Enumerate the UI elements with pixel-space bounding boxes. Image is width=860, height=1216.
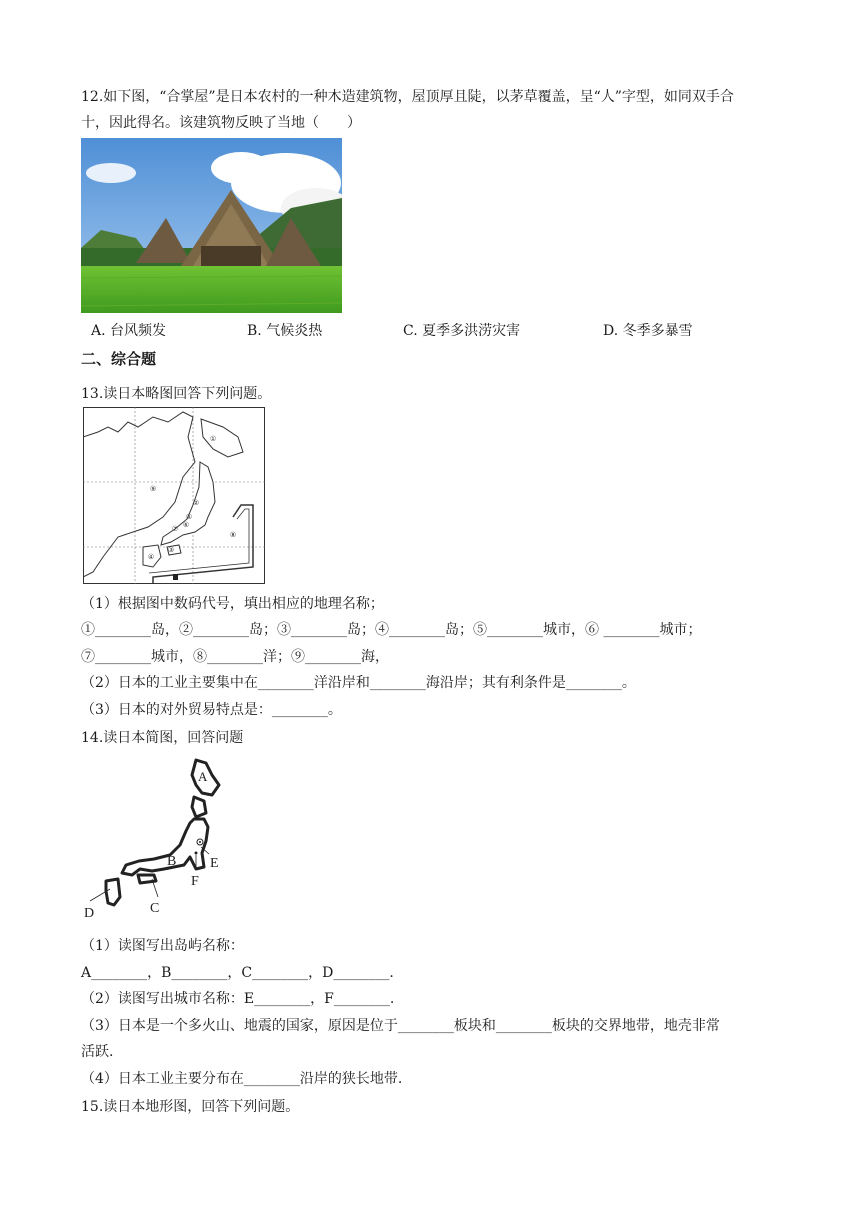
q15-stem: 15.读日本地形图，回答下列问题。: [81, 1099, 300, 1115]
q14-part3-line1: （3）日本是一个多火山、地震的国家，原因是位于________板块和________板块的交界地带，地壳非常: [81, 1018, 720, 1034]
map13-label-4: ④: [147, 553, 155, 561]
map13-label-1: ①: [209, 435, 217, 443]
q12-text-line1: 12.如下图，“合掌屋”是日本农村的一种木造建筑物，屋顶厚且陡，以茅草覆盖，呈“人”字型，如同双手合: [81, 89, 734, 105]
q12-option-c: C. 夏季多洪涝灾害: [403, 323, 521, 339]
q12-text-line2: 十，因此得名。该建筑物反映了当地（ ）: [81, 115, 361, 131]
q14-part1-answers: A________，B________，C________，D________.: [81, 965, 394, 981]
q12-option-d: D. 冬季多暴雪: [603, 323, 693, 339]
map14-label-d: D: [84, 906, 95, 920]
map14-label-b: B: [167, 854, 177, 869]
map13-label-9: ⑨: [149, 485, 157, 493]
map13-label-3: ③: [167, 546, 175, 554]
q14-part2: （2）读图写出城市名称：E________，F________.: [81, 991, 395, 1007]
q14-part3-line2: 活跃.: [81, 1044, 114, 1060]
section-heading: 二、综合题: [81, 350, 157, 368]
q14-stem: 14.读日本简图，回答问题: [81, 730, 244, 746]
q13-part1-row1: ①________岛，②________岛；③________岛；④________岛；⑤________城市，⑥ ________城市；: [81, 622, 702, 638]
map13-label-6: ⑥: [182, 521, 190, 529]
map13-label-5: ⑤: [185, 513, 193, 521]
map14-label-f: F: [191, 874, 199, 889]
q12-option-a: A. 台风频发: [91, 323, 167, 339]
q14-part4: （4）日本工业主要分布在________沿岸的狭长地带.: [81, 1071, 403, 1087]
map13-label-7: ⑦: [171, 525, 179, 533]
japan-sketch-map: [83, 407, 265, 584]
map14-label-e: E: [210, 856, 219, 871]
q13-part1-row2: ⑦________城市，⑧________洋；⑨________海，: [81, 649, 389, 665]
q13-part2: （2）日本的工业主要集中在________洋沿岸和________海沿岸；其有利条件是________。: [81, 675, 636, 691]
map14-label-a: A: [198, 769, 208, 784]
gassho-house-photo: [81, 138, 342, 313]
q14-part1: （1）读图写出岛屿名称：: [81, 938, 244, 954]
map14-label-c: C: [150, 901, 160, 916]
map13-label-2: ②: [192, 499, 200, 507]
q13-part3: （3）日本的对外贸易特点是：________。: [81, 702, 342, 718]
q13-part1: （1）根据图中数码代号，填出相应的地理名称；: [81, 596, 384, 612]
japan-outline-map: [84, 757, 234, 920]
map13-label-8: ⑧: [229, 531, 237, 539]
q13-stem: 13.读日本略图回答下列问题。: [81, 386, 272, 402]
q12-option-b: B. 气候炎热: [247, 323, 323, 339]
